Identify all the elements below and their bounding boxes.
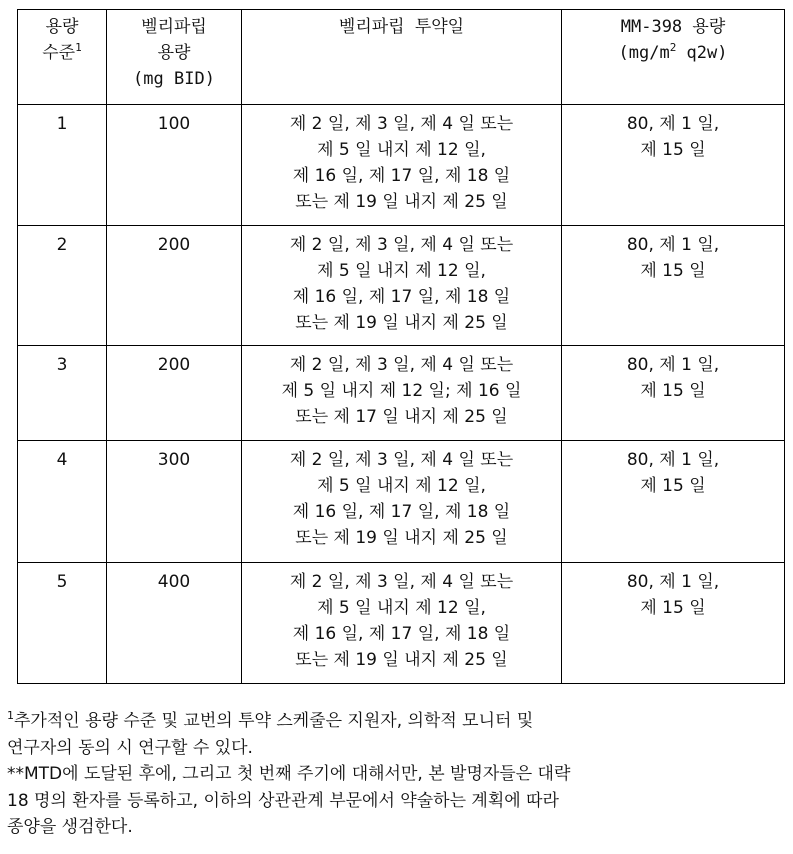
days-line: 제 5 일 내지 제 12 일, <box>317 261 486 281</box>
dose-level-table <box>17 9 785 684</box>
footnote-text: 추가적인 용량 수준 및 교번의 투약 스케줄은 지원자, 의학적 모니터 및 <box>14 711 534 731</box>
days-line: 제 16 일, 제 17 일, 제 18 일 <box>292 287 511 307</box>
days-line: 또는 제 19 일 내지 제 25 일 <box>295 650 508 670</box>
table-row <box>18 226 785 346</box>
days-line: 또는 제 17 일 내지 제 25 일 <box>295 407 508 427</box>
cell-dose: 200 <box>107 226 242 346</box>
cell-dose-level: 4 <box>18 441 107 563</box>
footnote-text: 종양을 생검한다. <box>7 817 133 837</box>
header-text: 용량 <box>157 43 191 63</box>
cell-dose-level: 3 <box>18 346 107 441</box>
mm398-line: 제 15 일 <box>640 476 706 496</box>
cell-dose-level: 5 <box>18 563 107 684</box>
days-line: 제 2 일, 제 3 일, 제 4 일 또는 <box>289 355 514 375</box>
cell-days <box>242 105 562 226</box>
header-text <box>566 40 780 66</box>
cell-mm398 <box>562 346 785 441</box>
mm398-line: 제 15 일 <box>640 598 706 618</box>
days-line: 제 2 일, 제 3 일, 제 4 일 또는 <box>289 114 514 134</box>
header-text <box>22 40 102 66</box>
table-row <box>18 563 785 684</box>
cell-mm398 <box>562 441 785 563</box>
header-text: 용량 <box>45 17 79 37</box>
footnote-text: 18 명의 환자를 등록하고, 이하의 상관관계 부문에서 약술하는 계획에 따라 <box>7 790 559 811</box>
footnotes <box>7 708 787 841</box>
table-header-row <box>18 10 785 105</box>
days-line: 제 16 일, 제 17 일, 제 18 일 <box>292 502 511 522</box>
table-row <box>18 441 785 563</box>
days-line: 제 5 일 내지 제 12 일; 제 16 일 <box>281 381 522 401</box>
header-belinostat-dose <box>107 10 242 105</box>
cell-mm398 <box>562 105 785 226</box>
days-line: 또는 제 19 일 내지 제 25 일 <box>295 528 508 548</box>
footnote-text: 연구자의 동의 시 연구할 수 있다. <box>7 737 253 758</box>
mm398-line: 80, 제 1 일, <box>626 572 720 592</box>
mm398-line: 80, 제 1 일, <box>626 235 720 255</box>
days-line: 제 5 일 내지 제 12 일, <box>317 476 486 496</box>
header-belinostat-days <box>242 10 562 105</box>
cell-mm398 <box>562 226 785 346</box>
cell-dose-level: 2 <box>18 226 107 346</box>
days-line: 제 16 일, 제 17 일, 제 18 일 <box>292 166 511 186</box>
cell-mm398 <box>562 563 785 684</box>
superscript: 2 <box>669 41 677 54</box>
mm398-line: 80, 제 1 일, <box>626 450 720 470</box>
mm398-line: 제 15 일 <box>640 261 706 281</box>
footnote-1 <box>7 708 787 735</box>
days-line: 제 2 일, 제 3 일, 제 4 일 또는 <box>289 235 514 255</box>
cell-dose: 200 <box>107 346 242 441</box>
header-mm398-dose <box>562 10 785 105</box>
header-text: MM-398 용량 <box>620 17 726 37</box>
header-text: (mg BID) <box>133 69 215 89</box>
days-line: 제 5 일 내지 제 12 일, <box>317 140 486 160</box>
cell-days <box>242 226 562 346</box>
days-line: 제 5 일 내지 제 12 일, <box>317 598 486 618</box>
mm398-line: 제 15 일 <box>640 381 706 401</box>
header-text-part: q2w) <box>676 43 728 63</box>
days-line: 제 2 일, 제 3 일, 제 4 일 또는 <box>289 450 514 470</box>
cell-days <box>242 441 562 563</box>
cell-dose: 300 <box>107 441 242 563</box>
footnote-marker: 1 <box>7 709 14 722</box>
header-text-part: 수준 <box>42 43 76 63</box>
days-line: 또는 제 19 일 내지 제 25 일 <box>295 192 508 212</box>
mm398-line: 80, 제 1 일, <box>626 114 720 134</box>
mm398-line: 제 15 일 <box>640 140 706 160</box>
header-dose-level <box>18 10 107 105</box>
cell-days <box>242 563 562 684</box>
table-row <box>18 346 785 441</box>
cell-dose: 100 <box>107 105 242 226</box>
footnote-marker: 1 <box>75 41 82 54</box>
table-row <box>18 105 785 226</box>
footnote-2: **MTD에 도달된 후에, 그리고 첫 번째 주기에 대해서만, 본 발명자들은 대략 <box>7 764 571 784</box>
cell-dose: 400 <box>107 563 242 684</box>
cell-days <box>242 346 562 441</box>
header-text: 벨리파립 <box>141 17 207 37</box>
days-line: 제 2 일, 제 3 일, 제 4 일 또는 <box>289 572 514 592</box>
days-line: 제 16 일, 제 17 일, 제 18 일 <box>292 624 511 644</box>
days-line: 또는 제 19 일 내지 제 25 일 <box>295 313 508 333</box>
header-text: 벨리파립 투약일 <box>338 17 465 37</box>
mm398-line: 80, 제 1 일, <box>626 355 720 375</box>
header-text-part: (mg/m <box>618 43 670 63</box>
cell-dose-level: 1 <box>18 105 107 226</box>
